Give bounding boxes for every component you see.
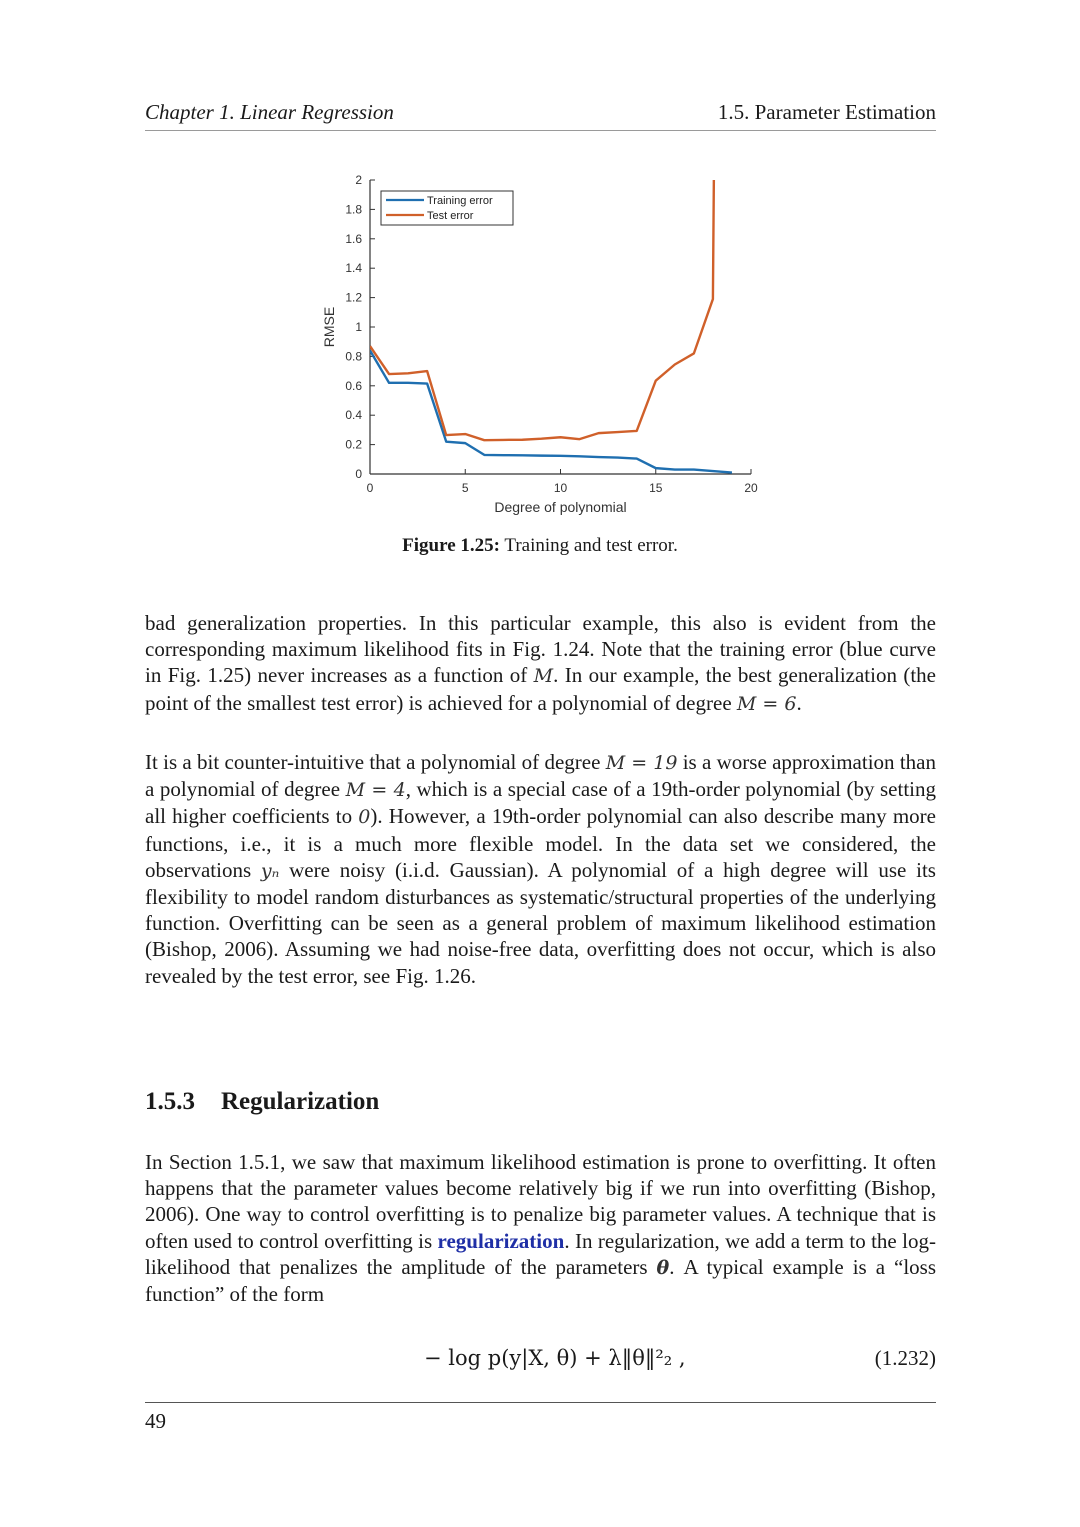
section-title: 1.5. Parameter Estimation (717, 100, 936, 124)
y-tick-label: 1 (355, 320, 362, 334)
keyword-regularization[interactable]: regularization (437, 1228, 565, 1253)
text: ). However, a 19th-order polynomial can also describe many more functions, i.e., it is a much more flexible model. In the data set we considered, the observations (145, 804, 936, 882)
page-number: 49 (145, 1409, 166, 1433)
running-header (145, 100, 936, 131)
equation: − log p(y|X, θ) + λ‖θ‖²₂ , (424, 1346, 686, 1370)
y-axis-label: RMSE (321, 306, 337, 348)
x-tick-label: 5 (461, 481, 469, 495)
text: , which is a special case of a 19th-order polynomial (by setting all higher coefficients to (145, 777, 937, 829)
section-heading-title: Regularization (221, 1088, 380, 1115)
figure-caption-text: Training and test error. (499, 535, 678, 556)
math-zero: 0 (358, 806, 371, 829)
y-tick-label: 1.4 (345, 261, 362, 276)
math-M-6: M = 6 (736, 692, 797, 715)
text: . (796, 690, 802, 715)
equation-number: (1.232) (874, 1346, 936, 1370)
rmse-line-chart (300, 165, 780, 525)
chart-legend (381, 191, 513, 225)
x-tick-label: 0 (366, 481, 374, 495)
footer-rule (145, 1402, 936, 1403)
paragraph-1 (145, 610, 936, 717)
text: . A typical example is a “loss function” of the form (145, 1254, 936, 1307)
text: bad generalization properties. In this particular example, this also is evident from the corresponding maximum likelihood fits in Fig. 1.24. Note that the training error (blue curve in Fig. 1.25) never increases as a function of (145, 611, 936, 688)
y-tick-label: 0.8 (345, 349, 362, 364)
y-tick-label: 0 (355, 467, 362, 481)
figure-caption (0, 535, 1080, 557)
paragraph-3 (145, 1149, 936, 1307)
y-tick-label: 1.6 (345, 231, 362, 246)
x-tick-label: 10 (553, 481, 568, 495)
y-tick-label: 1.2 (345, 290, 362, 305)
text: . In regularization, we add a term to the log-likelihood that penalizes the amplitude of the parameters (145, 1228, 936, 1279)
text: . In our example, the best generalization (the point of the smallest test error) is achieved for a polynomial of degree (145, 663, 936, 715)
math-yn: yₙ (260, 859, 280, 882)
legend-label: Test error (427, 210, 474, 222)
math-M-19: M = 19 (605, 752, 678, 774)
math-theta: θ (656, 1256, 670, 1279)
section-number: 1.5.3 (145, 1088, 195, 1115)
chapter-title: Chapter 1. Linear Regression (145, 100, 394, 124)
y-tick-label: 0.2 (345, 437, 362, 452)
figure-label: Figure 1.25: (402, 535, 500, 556)
y-tick-label: 2 (355, 173, 362, 187)
x-tick-label: 15 (649, 481, 663, 495)
legend-label: Training error (427, 195, 493, 207)
y-tick-label: 1.8 (345, 202, 362, 217)
text: It is a bit counter-intuitive that a polynomial of degree (145, 750, 606, 774)
y-tick-label: 0.4 (345, 408, 362, 423)
text: In Section 1.5.1, we saw that maximum likelihood estimation is prone to overfitting. It often happens that the parameter values become relatively big if we run into overfitting (Bishop, 2006). One way to control overfitting is to penalize big parameter values. A technique that is often used to control overfitting is (145, 1150, 936, 1253)
section-heading (145, 1088, 379, 1116)
paragraph-2 (145, 749, 936, 989)
math-M-4: M = 4 (345, 779, 406, 802)
text: were noisy (i.i.d. Gaussian). A polynomial of a high degree will use its flexibility to model random disturbances as systematic/structural properties of the underlying function. Overfitting can be seen as a general problem of maximum likelihood estimation (Bishop, 2006). Assuming we had noise-free data, overfitting does not occur, which is also revealed by the test error, see Fig. 1.26. (145, 857, 936, 988)
y-tick-label: 0.6 (345, 378, 362, 393)
x-axis-label: Degree of polynomial (494, 499, 627, 515)
x-tick-label: 20 (744, 481, 758, 495)
math-M: M (533, 665, 554, 688)
text: is a worse approximation than a polynomial of degree (145, 750, 936, 802)
training-error-line (370, 351, 732, 473)
